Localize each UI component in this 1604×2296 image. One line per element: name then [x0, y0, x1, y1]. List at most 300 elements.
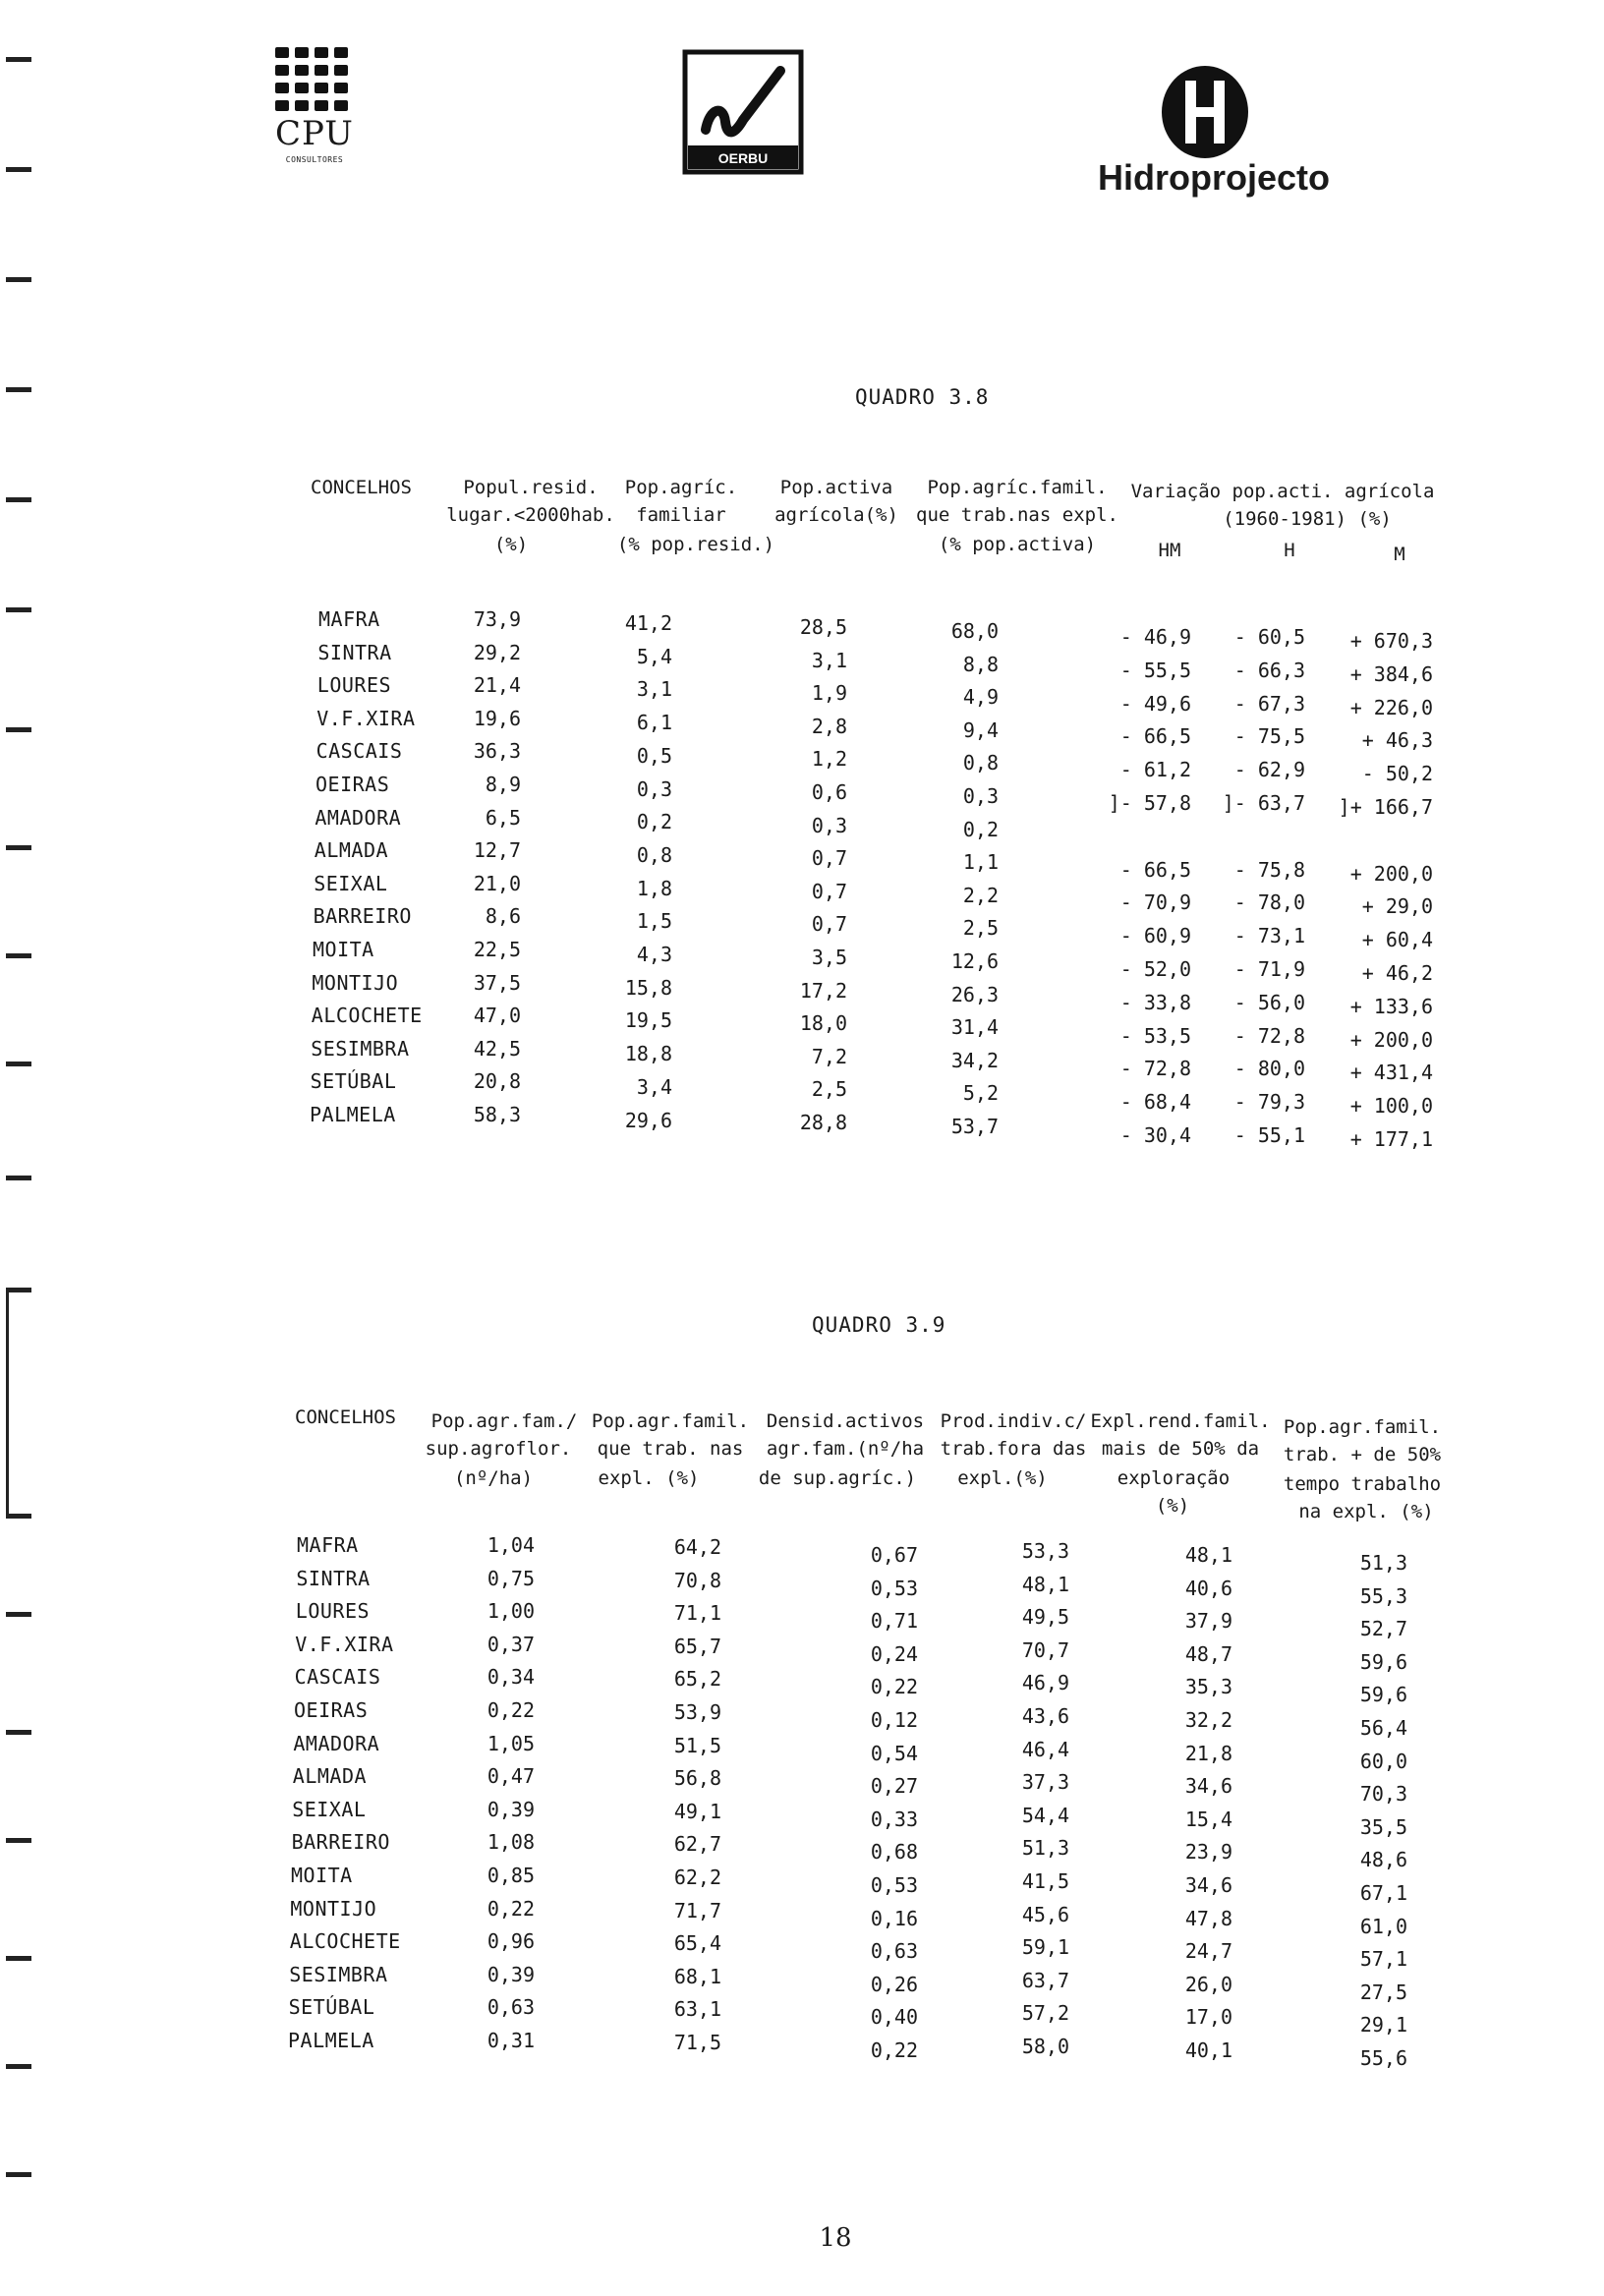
cell-v5: 26,0: [1184, 1972, 1232, 1996]
cpu-logo-icon: [275, 47, 348, 112]
header-popul-resid-l3: (%): [493, 534, 529, 555]
cell-v2: 65,7: [673, 1634, 721, 1658]
header-pop-activa-agricola-l2: agrícola(%): [774, 504, 898, 526]
row-concelho-name: SETÚBAL: [310, 1069, 397, 1094]
cell-m: + 46,3: [1361, 728, 1433, 753]
cell-v2: 49,1: [673, 1799, 721, 1823]
header-prod-indiv-l3: expl.(%): [957, 1467, 1048, 1489]
scan-mark: [6, 1176, 31, 1180]
cell-v5: 17,0: [1184, 2005, 1232, 2030]
cell-v1: 1,00: [487, 1599, 535, 1624]
cell-hm: - 46,9: [1119, 625, 1191, 649]
header-pop-agric-familiar-l2: familiar: [636, 504, 726, 526]
cell-v4: 5,2: [962, 1081, 999, 1106]
cell-v4: 53,3: [1021, 1539, 1069, 1563]
cell-v5: 48,7: [1184, 1641, 1232, 1666]
cell-v5: 40,1: [1184, 2038, 1232, 2062]
cell-v2: 63,1: [673, 1997, 721, 2022]
cell-v1: 0,22: [487, 1896, 535, 1921]
hidroprojecto-logo-name: Hidroprojecto: [1097, 157, 1330, 198]
cell-v2: 15,8: [624, 975, 672, 1000]
cell-v1: 0,39: [487, 1797, 535, 1821]
cell-v4: 41,5: [1021, 1869, 1069, 1893]
cell-v2: 68,1: [673, 1964, 721, 1988]
cell-v6: 48,6: [1359, 1848, 1407, 1872]
cell-v3: 7,2: [811, 1044, 847, 1068]
cell-v5: 48,1: [1184, 1543, 1232, 1567]
cell-v2: 0,5: [636, 743, 672, 768]
header-pop-agric-famil-trab-l2: que trab.nas expl.: [916, 504, 1118, 526]
cell-v6: 35,5: [1359, 1814, 1407, 1839]
cell-v5: 21,8: [1184, 1741, 1232, 1765]
cell-v3: 0,24: [870, 1641, 918, 1666]
cell-v5: 23,9: [1184, 1840, 1232, 1865]
cell-v2: 64,2: [673, 1535, 721, 1559]
header-popul-resid: Popul.resid.: [463, 477, 599, 498]
cell-v3: 28,8: [799, 1111, 847, 1134]
cell-v2: 6,1: [636, 711, 672, 735]
row-concelho-name: OEIRAS: [294, 1698, 369, 1722]
cell-h: - 73,1: [1233, 924, 1305, 948]
cell-v2: 0,3: [636, 776, 672, 801]
header-pop-agr-famil-trab: Pop.agr.famil.: [591, 1410, 750, 1432]
header-expl-rend-famil-l2: mais de 50% da: [1101, 1438, 1260, 1460]
cell-v4: 9,4: [962, 718, 999, 742]
hidroprojecto-logo-icon: [1158, 63, 1252, 161]
cell-v6: 27,5: [1359, 1980, 1407, 2004]
cell-m: + 60,4: [1361, 928, 1433, 952]
cell-v2: 3,4: [636, 1074, 672, 1099]
cell-m: + 670,3: [1349, 629, 1433, 653]
cell-v2: 56,8: [673, 1766, 721, 1791]
cell-v3: 1,9: [811, 681, 847, 706]
cell-v2: 65,2: [673, 1667, 721, 1692]
cell-v2: 18,8: [624, 1042, 672, 1066]
cell-v4: 2,2: [962, 883, 999, 907]
row-concelho-name: ALCOCHETE: [289, 1929, 401, 1954]
cell-v3: 0,6: [811, 780, 847, 804]
scan-mark: [6, 953, 31, 958]
cell-h: - 66,3: [1233, 658, 1305, 682]
scan-mark: [6, 1730, 31, 1735]
row-concelho-name: MOITA: [291, 1864, 353, 1887]
cell-v4: 8,8: [962, 652, 999, 676]
row-concelho-name: SINTRA: [296, 1566, 371, 1590]
cell-v4: 2,5: [962, 916, 999, 941]
cell-m: - 50,2: [1361, 762, 1433, 786]
cell-v3: 0,54: [870, 1741, 918, 1765]
header-prod-indiv: Prod.indiv.c/: [940, 1410, 1087, 1432]
cell-v4: 46,9: [1021, 1671, 1069, 1695]
row-concelho-name: OEIRAS: [315, 773, 390, 796]
scan-mark: [6, 1062, 31, 1066]
cell-v3: 0,40: [870, 2005, 918, 2030]
cell-v2: 62,2: [673, 1866, 721, 1889]
scan-mark: [6, 1514, 31, 1519]
cell-v2: 1,5: [636, 909, 672, 934]
cell-v2: 1,8: [636, 876, 672, 900]
cell-v2: 19,5: [624, 1008, 672, 1033]
scan-mark: [6, 277, 31, 282]
cell-v3: 0,22: [870, 2038, 918, 2062]
cell-v2: 62,7: [673, 1832, 721, 1857]
cell-v4: 26,3: [950, 982, 999, 1006]
row-concelho-name: AMADORA: [293, 1731, 380, 1755]
header-pop-agr-fam-sup: Pop.agr.fam./: [430, 1410, 578, 1432]
row-concelho-name: MAFRA: [318, 607, 380, 631]
cell-m: + 200,0: [1349, 861, 1433, 886]
cell-v4: 53,7: [950, 1115, 999, 1138]
row-concelho-name: MONTIJO: [290, 1896, 377, 1921]
cell-v5: 32,2: [1184, 1708, 1232, 1732]
cell-v6: 60,0: [1359, 1749, 1407, 1773]
header-concelhos: CONCELHOS: [311, 477, 412, 498]
cell-v4: 46,4: [1021, 1737, 1069, 1761]
cell-v6: 61,0: [1359, 1914, 1407, 1938]
cell-v6: 51,3: [1359, 1551, 1407, 1575]
cell-v4: 43,6: [1021, 1704, 1069, 1728]
cell-m: + 46,2: [1361, 961, 1433, 985]
cell-v4: 37,3: [1021, 1770, 1069, 1795]
cell-m: + 29,0: [1361, 894, 1433, 919]
cell-m: + 133,6: [1349, 994, 1433, 1018]
cell-h: - 67,3: [1233, 691, 1305, 716]
cell-h: - 72,8: [1233, 1023, 1305, 1048]
cell-v3: 28,5: [799, 615, 847, 639]
cell-v3: 0,26: [870, 1972, 918, 1996]
cell-v6: 57,1: [1359, 1947, 1407, 1972]
cell-v2: 5,4: [636, 644, 672, 668]
header-densid-activos: Densid.activos: [766, 1410, 925, 1432]
cell-v1: 8,9: [485, 773, 521, 796]
cell-hm: - 60,9: [1119, 924, 1191, 948]
cell-v3: 0,27: [870, 1774, 918, 1799]
cell-h: - 56,0: [1233, 990, 1305, 1014]
cell-v1: 21,0: [473, 871, 521, 895]
cell-hm: - 30,4: [1119, 1123, 1191, 1147]
cell-v5: 34,6: [1184, 1774, 1232, 1799]
quadro-3-8-title: QUADRO 3.8: [855, 385, 990, 409]
header-densid-activos-l2: agr.fam.(nº/ha: [766, 1438, 925, 1460]
cell-v1: 0,85: [487, 1864, 535, 1887]
header-pop-agric-famil-trab-l3: (% pop.activa): [938, 534, 1097, 555]
cell-v4: 1,1: [962, 850, 999, 875]
header-pop-agric-familiar-l3: (% pop.resid.): [616, 534, 775, 555]
row-concelho-name: SEIXAL: [314, 871, 388, 895]
cell-v6: 59,6: [1359, 1649, 1407, 1674]
cell-m: + 384,6: [1349, 661, 1433, 686]
header-variacao-h: H: [1284, 540, 1295, 561]
cell-v4: 31,4: [950, 1015, 999, 1040]
cell-v5: 24,7: [1184, 1939, 1232, 1964]
cell-v2: 29,6: [624, 1108, 672, 1132]
row-concelho-name: SETÚBAL: [288, 1995, 375, 2020]
cell-v1: 0,39: [487, 1962, 535, 1986]
cell-v1: 29,2: [473, 640, 521, 664]
cell-v1: 58,3: [473, 1103, 521, 1126]
cell-v3: 3,5: [811, 946, 847, 969]
row-concelho-name: ALMADA: [292, 1764, 368, 1789]
cpu-logo-name: CPU: [275, 114, 354, 153]
cell-v3: 0,16: [870, 1906, 918, 1930]
cell-v4: 70,7: [1021, 1637, 1069, 1662]
header-pop-agr-famil-trab-l3: expl. (%): [598, 1467, 700, 1489]
cell-v3: 0,53: [870, 1576, 918, 1600]
scan-mark: [6, 727, 31, 732]
row-concelho-name: MONTIJO: [312, 970, 399, 995]
cell-hm: - 66,5: [1119, 724, 1191, 749]
cell-hm: - 70,9: [1119, 890, 1191, 915]
cell-m: + 100,0: [1349, 1094, 1433, 1119]
cell-m: + 226,0: [1349, 695, 1433, 719]
cell-v3: 0,7: [811, 912, 847, 937]
cell-h: - 55,1: [1233, 1123, 1305, 1147]
cell-v5: 37,9: [1184, 1609, 1232, 1634]
oerbu-logo-icon: [682, 49, 804, 175]
cell-v2: 71,5: [673, 2031, 721, 2054]
cell-h: ]- 63,7: [1222, 791, 1305, 815]
header-pop-activa-agricola: Pop.activa: [779, 477, 893, 498]
cell-v1: 36,3: [473, 739, 521, 764]
header-pop-agr-famil-tempo-l2: trab. + de 50%: [1283, 1444, 1442, 1465]
row-concelho-name: BARREIRO: [313, 904, 412, 929]
cell-v1: 0,63: [487, 1995, 535, 2020]
cell-v1: 73,9: [473, 607, 521, 631]
scan-mark: [6, 2064, 31, 2069]
cell-v2: 53,9: [673, 1700, 721, 1724]
oerbu-logo-text: OERBU: [717, 150, 769, 166]
cell-v1: 19,6: [473, 706, 521, 730]
scan-mark: [6, 387, 31, 392]
scan-mark: [6, 1288, 31, 1292]
cell-v4: 34,2: [950, 1048, 999, 1072]
cell-v1: 21,4: [473, 673, 521, 698]
cell-v1: 0,75: [487, 1566, 535, 1590]
row-concelho-name: MAFRA: [297, 1533, 359, 1557]
cell-v1: 0,37: [487, 1632, 535, 1656]
row-concelho-name: MOITA: [313, 938, 374, 961]
header-popul-resid-l2: lugar.<2000hab.: [446, 504, 615, 526]
cell-m: + 431,4: [1349, 1061, 1433, 1085]
scan-mark: [6, 1288, 9, 1514]
cell-v4: 57,2: [1021, 2001, 1069, 2026]
cell-v4: 0,2: [962, 817, 999, 841]
cell-v2: 41,2: [624, 611, 672, 635]
cell-v4: 48,1: [1021, 1572, 1069, 1596]
cell-v3: 0,67: [870, 1543, 918, 1567]
cell-v1: 12,7: [473, 838, 521, 863]
cell-v3: 18,0: [799, 1011, 847, 1036]
cell-h: - 75,8: [1233, 857, 1305, 882]
cell-v4: 0,8: [962, 751, 999, 775]
row-concelho-name: ALCOCHETE: [311, 1004, 423, 1028]
row-concelho-name: LOURES: [316, 673, 392, 698]
scan-mark: [6, 497, 31, 502]
row-concelho-name: SESIMBRA: [289, 1962, 388, 1986]
scan-mark: [6, 845, 31, 850]
cell-v6: 29,1: [1359, 2013, 1407, 2038]
header-pop-agr-fam-sup-l2: sup.agroflor.: [425, 1438, 572, 1460]
cell-v2: 71,1: [673, 1601, 721, 1626]
cell-hm: - 33,8: [1119, 990, 1191, 1014]
cell-v1: 1,05: [487, 1731, 535, 1755]
cell-v4: 68,0: [950, 619, 999, 643]
header-densid-activos-l3: de sup.agríc.): [758, 1467, 917, 1489]
row-concelho-name: ALMADA: [314, 838, 389, 863]
row-concelho-name: PALMELA: [310, 1103, 396, 1126]
cell-hm: ]- 57,8: [1108, 791, 1191, 815]
cell-v4: 45,6: [1021, 1902, 1069, 1926]
header-pop-agric-familiar: Pop.agríc.: [624, 477, 738, 498]
cell-hm: - 55,5: [1119, 658, 1191, 682]
cell-v1: 0,47: [487, 1764, 535, 1789]
cell-v1: 0,34: [487, 1665, 535, 1690]
cell-v3: 17,2: [799, 978, 847, 1003]
cell-v6: 59,6: [1359, 1683, 1407, 1707]
header-variacao-m: M: [1394, 544, 1405, 565]
cell-v1: 22,5: [473, 938, 521, 961]
cell-m: ]+ 166,7: [1338, 795, 1433, 819]
cell-v4: 49,5: [1021, 1605, 1069, 1630]
scan-mark: [6, 2172, 31, 2177]
cell-v5: 40,6: [1184, 1576, 1232, 1600]
cell-hm: - 53,5: [1119, 1023, 1191, 1048]
cell-h: - 62,9: [1233, 758, 1305, 782]
cell-v5: 15,4: [1184, 1807, 1232, 1831]
cell-v3: 0,12: [870, 1708, 918, 1732]
cell-h: - 75,5: [1233, 724, 1305, 749]
cell-v1: 47,0: [473, 1004, 521, 1028]
cell-hm: - 68,4: [1119, 1090, 1191, 1115]
cell-v4: 58,0: [1021, 2035, 1069, 2058]
cell-hm: - 72,8: [1119, 1057, 1191, 1081]
header-prod-indiv-l2: trab.fora das: [940, 1438, 1087, 1460]
page-number: 18: [819, 2223, 852, 2253]
cell-h: - 79,3: [1233, 1090, 1305, 1115]
cell-v6: 56,4: [1359, 1716, 1407, 1740]
header-pop-agr-famil-tempo-l4: na expl. (%): [1298, 1501, 1434, 1522]
cell-v3: 0,7: [811, 879, 847, 903]
cell-v2: 0,2: [636, 810, 672, 834]
cell-hm: - 61,2: [1119, 758, 1191, 782]
cell-v3: 0,53: [870, 1873, 918, 1897]
cpu-logo-subtitle: CONSULTORES: [285, 155, 344, 164]
cell-v1: 0,31: [487, 2029, 535, 2052]
row-concelho-name: SEIXAL: [292, 1797, 367, 1821]
cell-v4: 4,9: [962, 685, 999, 710]
header-pop-agr-famil-tempo: Pop.agr.famil.: [1283, 1416, 1442, 1438]
row-concelho-name: BARREIRO: [291, 1830, 390, 1855]
cell-v3: 2,5: [811, 1077, 847, 1102]
cell-v6: 67,1: [1359, 1881, 1407, 1905]
scan-mark: [6, 1838, 31, 1843]
cell-v6: 55,6: [1359, 2046, 1407, 2070]
cell-v6: 55,3: [1359, 1583, 1407, 1608]
cell-h: - 78,0: [1233, 890, 1305, 915]
header-concelhos: CONCELHOS: [295, 1406, 396, 1428]
header-pop-agr-fam-sup-l3: (nº/ha): [453, 1467, 534, 1489]
cell-v4: 51,3: [1021, 1836, 1069, 1861]
scan-mark: [6, 607, 31, 612]
cell-v3: 0,71: [870, 1609, 918, 1634]
cell-v1: 1,04: [487, 1533, 535, 1557]
cell-v1: 0,22: [487, 1698, 535, 1722]
header-variacao-hm: HM: [1158, 540, 1181, 561]
cell-v6: 70,3: [1359, 1782, 1407, 1807]
row-concelho-name: SINTRA: [317, 640, 392, 664]
cell-v1: 0,96: [487, 1929, 535, 1954]
cell-v6: 52,7: [1359, 1617, 1407, 1641]
cell-v3: 0,33: [870, 1807, 918, 1831]
row-concelho-name: LOURES: [295, 1599, 371, 1624]
row-concelho-name: CASCAIS: [294, 1665, 381, 1690]
quadro-3-9-title: QUADRO 3.9: [812, 1313, 946, 1337]
header-pop-agr-famil-trab-l2: que trab. nas: [597, 1438, 744, 1460]
cell-v2: 65,4: [673, 1931, 721, 1956]
cell-v2: 0,8: [636, 842, 672, 867]
cell-v3: 0,63: [870, 1939, 918, 1964]
cell-v4: 63,7: [1021, 1968, 1069, 1992]
cell-v1: 1,08: [487, 1830, 535, 1855]
scan-mark: [6, 167, 31, 172]
header-expl-rend-famil: Expl.rend.famil.: [1090, 1410, 1271, 1432]
cell-v1: 6,5: [485, 805, 521, 830]
scan-mark: [6, 1612, 31, 1617]
cell-v4: 54,4: [1021, 1803, 1069, 1827]
cell-h: - 60,5: [1233, 625, 1305, 649]
cell-hm: - 49,6: [1119, 691, 1191, 716]
cell-v2: 3,1: [636, 677, 672, 702]
cell-v3: 0,3: [811, 813, 847, 837]
row-concelho-name: V.F.XIRA: [316, 706, 416, 730]
cell-v2: 51,5: [673, 1733, 721, 1757]
cell-v1: 8,6: [485, 904, 521, 929]
cell-m: + 177,1: [1349, 1127, 1433, 1151]
cell-v3: 2,8: [811, 714, 847, 738]
cell-v5: 35,3: [1184, 1675, 1232, 1699]
row-concelho-name: CASCAIS: [315, 739, 403, 764]
row-concelho-name: SESIMBRA: [311, 1036, 410, 1061]
header-pop-agric-famil-trab: Pop.agríc.famil.: [927, 477, 1108, 498]
row-concelho-name: PALMELA: [288, 2029, 374, 2052]
scan-mark: [6, 57, 31, 62]
cell-v2: 4,3: [636, 943, 672, 966]
cell-h: - 71,9: [1233, 957, 1305, 981]
cell-m: + 200,0: [1349, 1027, 1433, 1052]
cell-v2: 71,7: [673, 1898, 721, 1923]
header-pop-agr-famil-tempo-l3: tempo trabalho: [1283, 1473, 1442, 1495]
row-concelho-name: V.F.XIRA: [295, 1632, 394, 1656]
cell-hm: - 66,5: [1119, 857, 1191, 882]
cell-v2: 70,8: [673, 1568, 721, 1592]
cell-hm: - 52,0: [1119, 957, 1191, 981]
cell-v4: 59,1: [1021, 1935, 1069, 1960]
cell-v1: 37,5: [473, 970, 521, 995]
cell-v3: 1,2: [811, 747, 847, 772]
cell-v3: 0,22: [870, 1675, 918, 1699]
cell-v3: 0,68: [870, 1840, 918, 1865]
header-expl-rend-famil-l3: exploração: [1117, 1467, 1231, 1489]
cell-v4: 12,6: [950, 949, 999, 973]
scan-mark: [6, 1956, 31, 1961]
cell-v3: 0,7: [811, 846, 847, 871]
cell-v5: 34,6: [1184, 1873, 1232, 1897]
header-expl-rend-famil-l4: (%): [1155, 1495, 1190, 1517]
cell-v4: 0,3: [962, 784, 999, 808]
header-variacao-pop-activa: Variação pop.acti. agrícola: [1130, 481, 1435, 502]
cell-v1: 42,5: [473, 1036, 521, 1061]
cell-v1: 20,8: [473, 1069, 521, 1094]
